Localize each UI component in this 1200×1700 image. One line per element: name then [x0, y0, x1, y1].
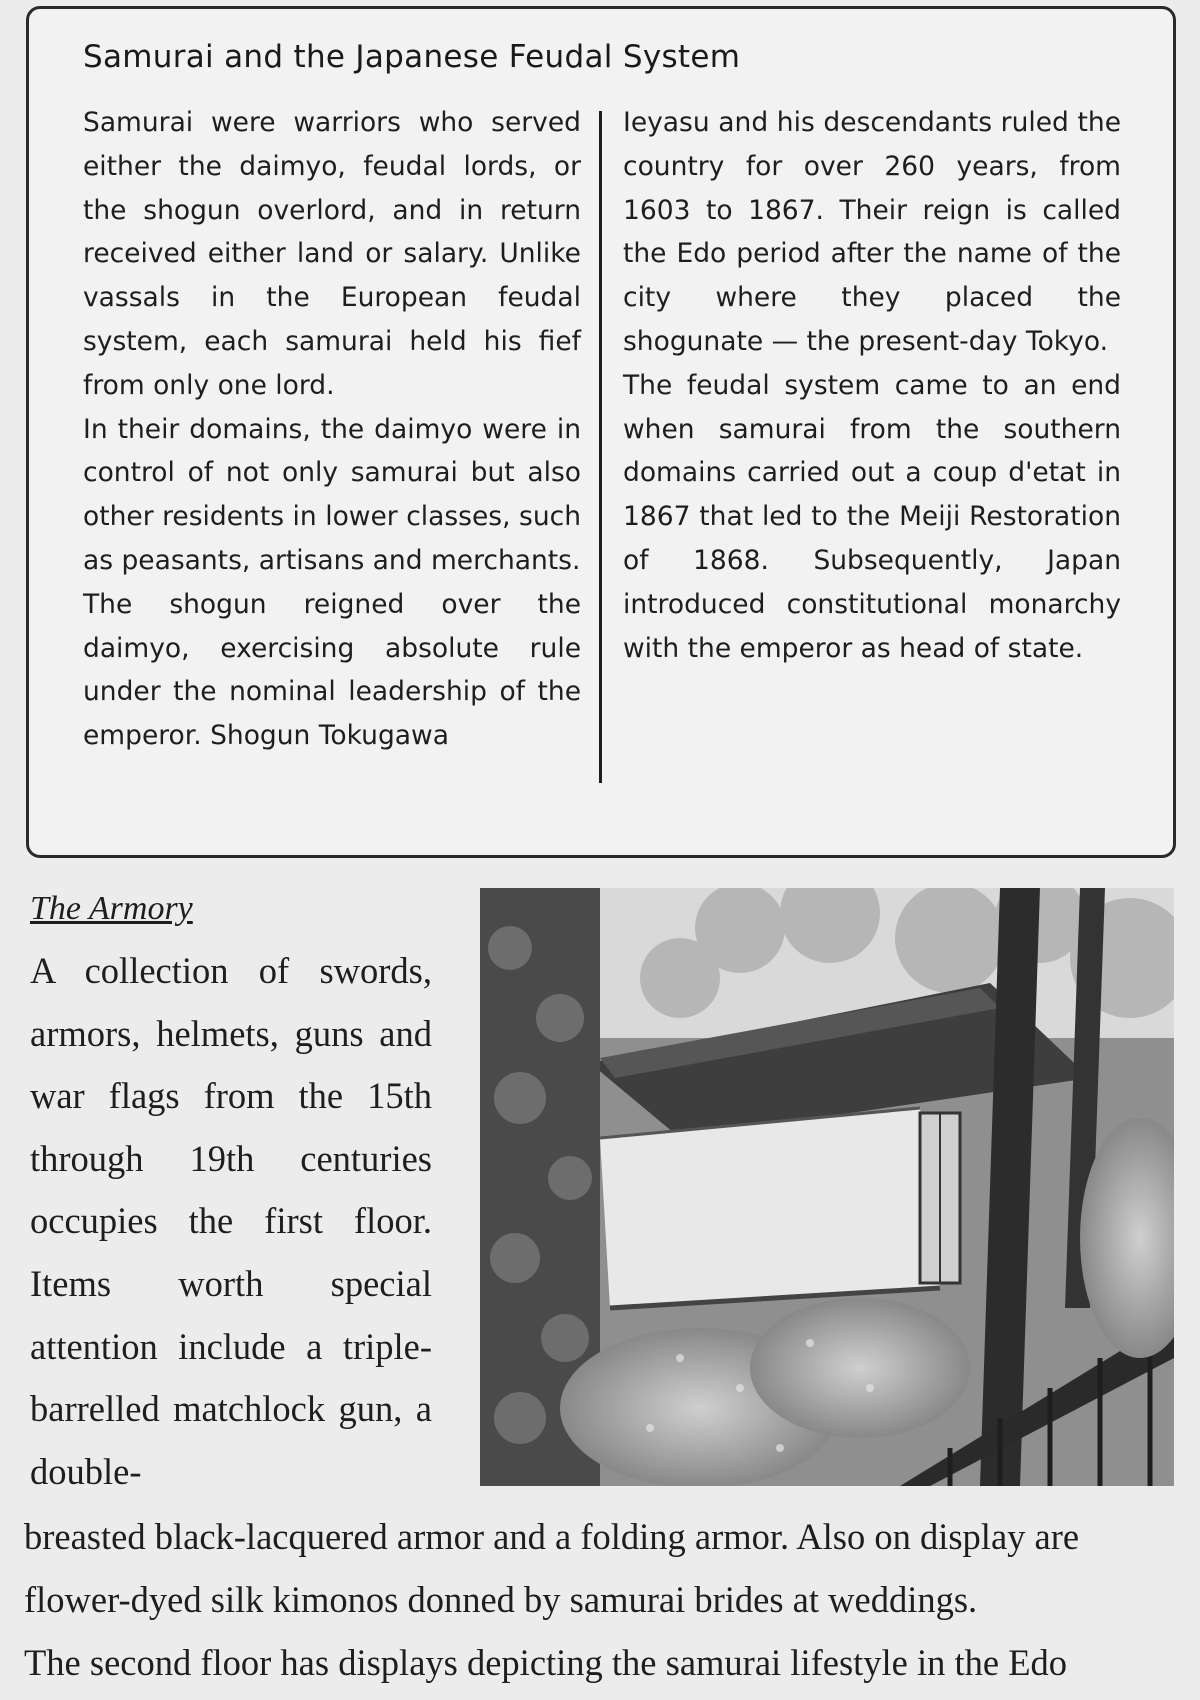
sidebar-paragraph: In their domains, the daimyo were in control of not only samurai but also other residents in lower classes, such as peasants, artisans and merchants. [83, 413, 581, 576]
sidebar-paragraph: The shogun reigned over the daimyo, exercising absolute rule under the nominal leadership of the emperor. Shogun Tokugawa [83, 588, 581, 752]
sidebar-left-column [83, 101, 581, 758]
sidebar-right-column [623, 101, 1121, 670]
text-line: breasted black-lacquered armor and a folding armor. Also on display are [24, 1516, 1080, 1557]
sidebar-paragraph: The feudal system came to an end when samurai from the southern domains carried out a coup d'etat in 1867 that led to the Meiji Restoration of 1868. Subsequently, Japan introduced constitutional monarchy with the emperor as head of state. [623, 369, 1121, 664]
armory-body-text: A collection of swords, armors, helmets, guns and war flags from the 15th through 19th centuries occupies the first floor. Items worth special attention include a triple-barrelled matchlock gun, a double- [30, 950, 432, 1492]
sidebar-box [26, 6, 1176, 858]
text-line: flower-dyed silk kimonos donned by samurai brides at weddings. [24, 1579, 978, 1620]
armory-body-continued [24, 1505, 1184, 1694]
sidebar-paragraph: Ieyasu and his descendants ruled the country for over 260 years, from 1603 to 1867. Their reign is called the Edo period after the name of the city where they placed the shogunate — the present-day Tokyo. [623, 107, 1121, 357]
sidebar-title: Samurai and the Japanese Feudal System [83, 39, 741, 75]
column-divider [599, 111, 602, 783]
text-line: The second floor has displays depicting the samurai lifestyle in the Edo [24, 1642, 1068, 1683]
sidebar-paragraph: Samurai were warriors who served either the daimyo, feudal lords, or the shogun overlord, and in return received either land or salary. Unlike vassals in the European feudal system, each samurai held his fief from only one lord. [83, 107, 581, 401]
armory-photo [480, 888, 1174, 1486]
armory-heading: The Armory [30, 890, 193, 927]
